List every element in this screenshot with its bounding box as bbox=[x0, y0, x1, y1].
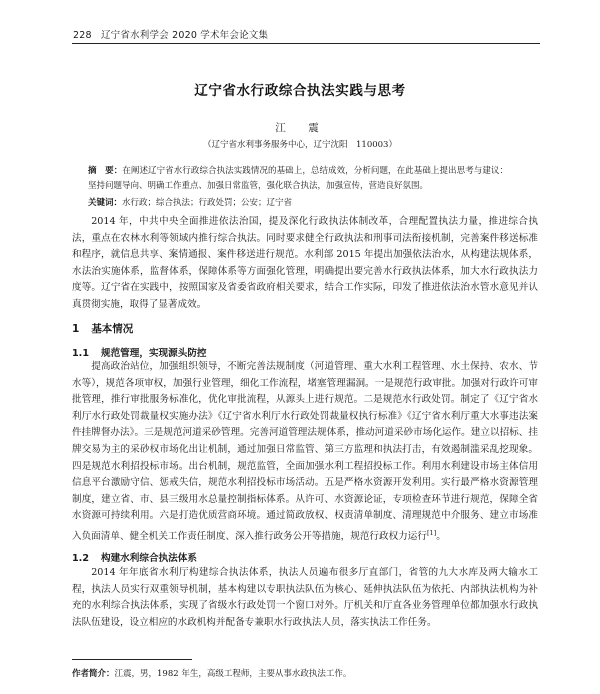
section-number: 1 bbox=[72, 323, 80, 335]
author-name: 江 震 bbox=[275, 122, 325, 134]
subsection-heading-1-1 bbox=[72, 345, 207, 359]
subsection-title: 规范管理，实现源头防控 bbox=[101, 348, 207, 359]
section-heading-1 bbox=[72, 321, 133, 336]
subsection-1-1-text: 提高政治站位，加强组织领导，不断完善法规制度（河道管理、重大水利工程管理、水土保持、农水、节水等），规范各项审权，加强行业管理，细化工作流程，堵塞管理漏洞。一是规范行政审批。加强对行政许可审批管理，推行审批服务标准化，优化审批流程，从源头上进行规范。二是规范水行政处罚。制定了《辽宁省水利厅水行政处罚裁量权实施办法》《辽宁省水利厅水行政处罚裁量权执行标准》《辽宁省水利厅重大水事违法案件挂牌督办法》。三是规范河道采砂管理。完善河道管理法规体系，推动河道采砂市场化运作。建立以招标、挂牌交易为主的采砂权市场化出让机制，通过加强日常监管、第三方监理和执法打击，有效遏制滥采乱挖现象。四是规范水利招投标市场。出台机制，规范监管，全面加强水利工程招投标工作。利用水利建设市场主体信用信息平台激励守信、惩戒失信，规范水利招投标市场活动。五是严格水资源开发利用。实行最严格水资源管理制度，建立省、市、县三级用水总量控制指标体系。从许可、水资源论证，专项检查环节进行规范，保障全省水资源可持续利用。六是打造优质营商环境。通过简政放权、权责清单制度、清理规范中介服务、建立市场准入负面清单、健全机关工作责任制度、深入推行政务公开等措施，规范行政权力运行 bbox=[72, 361, 538, 543]
footnote-label: 作者简介： bbox=[72, 669, 115, 679]
subsection-1-1-paragraph: 提高政治站位，加强组织领导，不断完善法规制度（河道管理、重大水利工程管理、水土保持、农水、节水等），规范各项审权，加强行业管理，细化工作流程，堵塞管理漏洞。一是规范行政审批。加强对行政许可审批管理，推行审批服务标准化，优化审批流程，从源头上进行规范。二是规范水行政处罚。制定了《辽宁省水利厅水行政处罚裁量权实施办法》《辽宁省水利厅水行政处罚裁量权执行标准》《辽宁省水利厅重大水事违法案件挂牌督办法》。三是规范河道采砂管理。完善河道管理法规体系，推动河道采砂市场化运作。建立以招标、挂牌交易为主的采砂权市场化出让机制，通过加强日常监管、第三方监理和执法打击，有效遏制滥采乱挖现象。四是规范水利招投标市场。出台机制，规范监管，全面加强水利工程招投标工作。利用水利建设市场主体信用信息平台激励守信、惩戒失信，规范水利招投标市场活动。五是严格水资源开发利用。实行最严格水资源管理制度，建立省、市、县三级用水总量控制指标体系。从许可、水资源论证，专项检查环节进行规范，保障全省水资源可持续利用。六是打造优质营商环境。通过简政放权、权责清单制度、清理规范中介服务、建立市场准入负面清单、健全机关工作责任制度、深入推行政务公开等措施，规范行政权力运行[1]。 bbox=[72, 361, 538, 543]
header-divider bbox=[72, 43, 540, 44]
footnote-text: 江震，男，1982 年生，高级工程师，主要从事水政执法工作。 bbox=[114, 669, 352, 679]
keywords-label: 关键词： bbox=[88, 198, 123, 208]
intro-paragraph: 2014 年，中共中央全面推进依法治国，提及深化行政执法体制改革，合理配置执法力量，推进综合执法，重点在农林水利等领域内推行综合执法。同时要求健全行政执法和刑事司法衔接机制，完善案件移送标准和程序，就信息共享、案情通报、案件移送进行规范。水利部 2015 年提出加强依法治水，从构建法规体系，水法治实施体系，监督体系，保障体系等方面强化管理，明确提出要完善水行政执法体系，加大水行政执法力度等。辽宁省在实践中，按照国家及省委省政府相关要求，结合工作实际，印发了推进依法治水管水意见并认真贯彻实施，取得了显著成效。 bbox=[72, 216, 538, 310]
citation-ref[interactable]: [1] bbox=[426, 528, 437, 537]
journal-name: 辽宁省水利学会 2020 学术年会论文集 bbox=[100, 30, 269, 41]
section-title: 基本情况 bbox=[91, 323, 134, 335]
footnote-divider bbox=[72, 659, 192, 660]
keywords bbox=[88, 196, 508, 208]
keywords-text: 水行政；综合执法；行政处罚；公安；辽宁省 bbox=[122, 198, 293, 208]
subsection-1-2-paragraph: 2014 年年底省水利厅构建综合执法体系，执法人员遍布很多厅直部门，省管的九大水库及两大输水工程，执法人员实行双重领导机制，基本构建以专职执法队伍为核心、延伸执法队伍为依托、内部执法机构为补充的水利综合执法体系，实现了省级水行政处罚一个窗口对外。厅机关和厅直各业务管理单位都加强水行政执法队伍建设，设立相应的水政机构并配备专兼职水行政执法人员，落实执法工作任务。 bbox=[72, 567, 538, 628]
subsection-number: 1.1 bbox=[72, 348, 89, 359]
subsection-title: 构建水利综合执法体系 bbox=[101, 553, 197, 564]
page-number: 228 bbox=[73, 30, 92, 41]
abstract-text: 在阐述辽宁省水行政综合执法实践情况的基础上，总结成效，分析问题，在此基础上提出思考与建议：坚持问题导向、明确工作重点、加强日常监管，强化联合执法，加强宣传，营造良好氛围。 bbox=[88, 166, 508, 191]
subsection-number: 1.2 bbox=[72, 553, 89, 564]
subsection-heading-1-2 bbox=[72, 550, 197, 564]
author-affiliation: （辽宁省水利事务服务中心，辽宁沈阳 110003） bbox=[203, 140, 397, 150]
running-head bbox=[73, 27, 268, 41]
author-footnote bbox=[72, 667, 351, 679]
paper-title: 辽宁省水行政综合执法实践与思考 bbox=[194, 83, 406, 99]
abstract-label: 摘 要： bbox=[88, 166, 123, 176]
abstract bbox=[88, 164, 508, 194]
